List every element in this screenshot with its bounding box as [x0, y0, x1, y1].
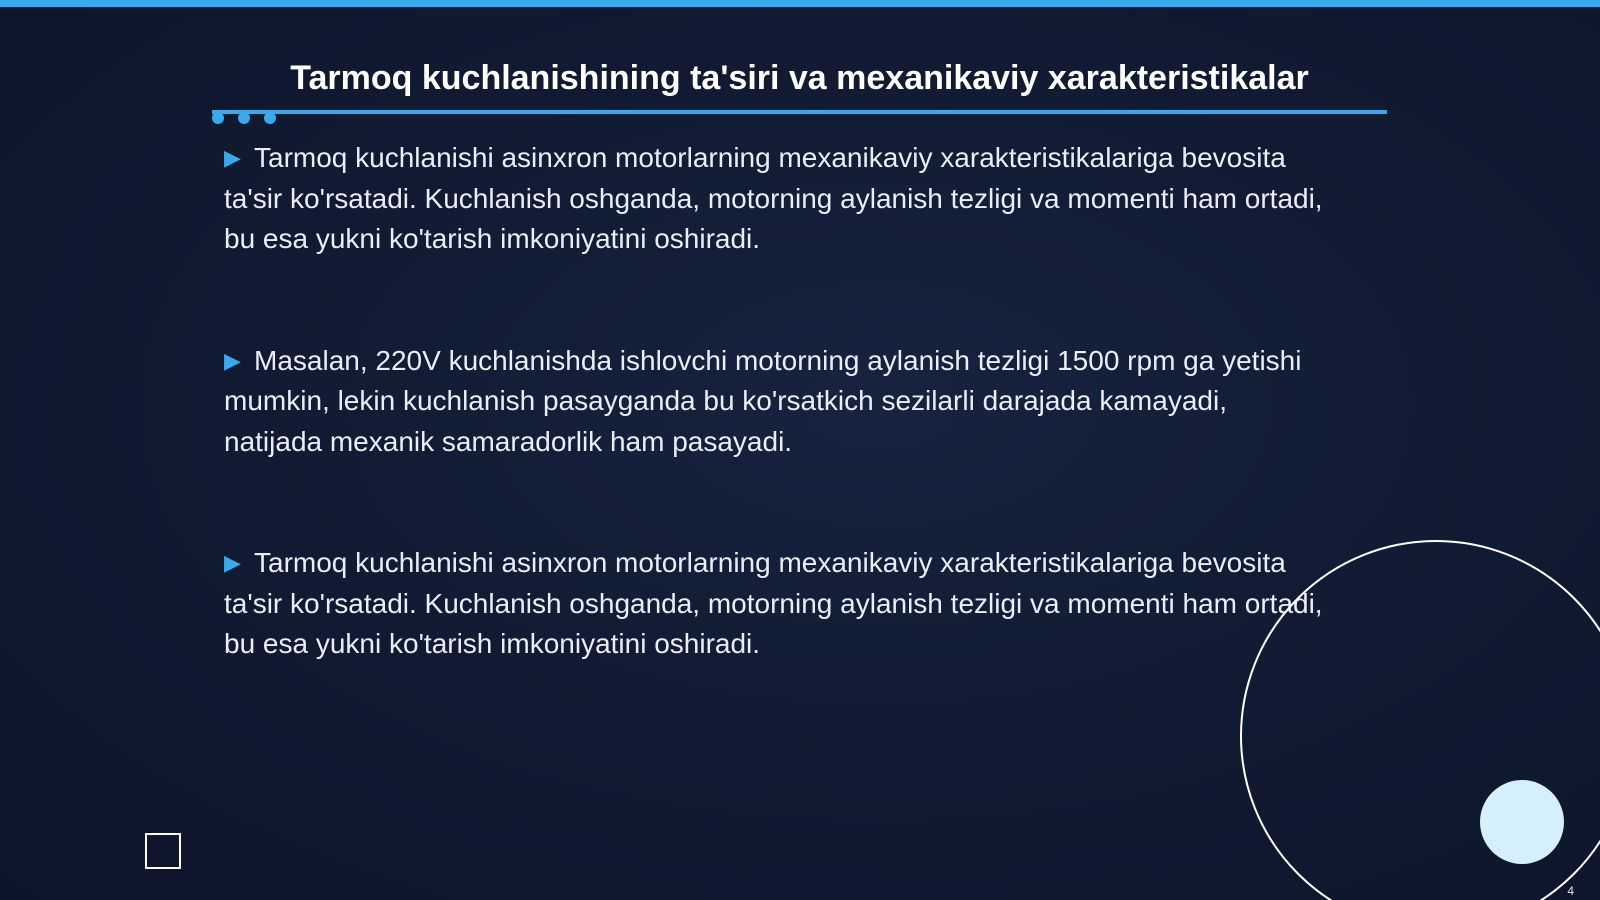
bullet-paragraph	[224, 543, 1324, 665]
bullet-paragraph	[224, 341, 1324, 463]
triangle-bullet-icon: ▶	[224, 347, 241, 373]
bullet-text: Tarmoq kuchlanishi asinxron motorlarning mexanikaviy xarakteristikalariga bevosita ta'sir ko'rsatadi. Kuchlanish oshganda, motorning aylanish tezligi va momenti ham ortadi, bu esa yukni ko'tarish imkoniyatini oshiradi.	[224, 142, 1323, 254]
triangle-bullet-icon: ▶	[224, 145, 241, 170]
decor-dot	[212, 112, 224, 124]
decor-filled-circle	[1480, 780, 1564, 864]
decor-square	[145, 833, 181, 869]
bullet-text: Tarmoq kuchlanishi asinxron motorlarning mexanikaviy xarakteristikalariga bevosita ta'sir ko'rsatadi. Kuchlanish oshganda, motorning aylanish tezligi va momenti ham ortadi, bu esa yukni ko'tarish imkoniyatini oshiradi.	[224, 547, 1323, 659]
title-underline	[212, 110, 1387, 114]
bullet-list	[224, 138, 1324, 746]
decor-dot	[264, 112, 276, 124]
slide-title: Tarmoq kuchlanishining ta'siri va mexanikaviy xarakteristikalar	[290, 59, 1309, 97]
top-accent-bar	[0, 0, 1600, 7]
bullet-paragraph	[224, 138, 1324, 260]
decor-dot	[238, 112, 250, 124]
bullet-text: Masalan, 220V kuchlanishda ishlovchi motorning aylanish tezligi 1500 rpm ga yetishi mumkin, lekin kuchlanish pasayganda bu ko'rsatkich sezilarli darajada kamayadi, natijada mexanik samaradorlik ham pasayadi.	[224, 344, 1302, 457]
page-number: 4	[1567, 884, 1574, 898]
triangle-bullet-icon: ▶	[224, 550, 241, 575]
